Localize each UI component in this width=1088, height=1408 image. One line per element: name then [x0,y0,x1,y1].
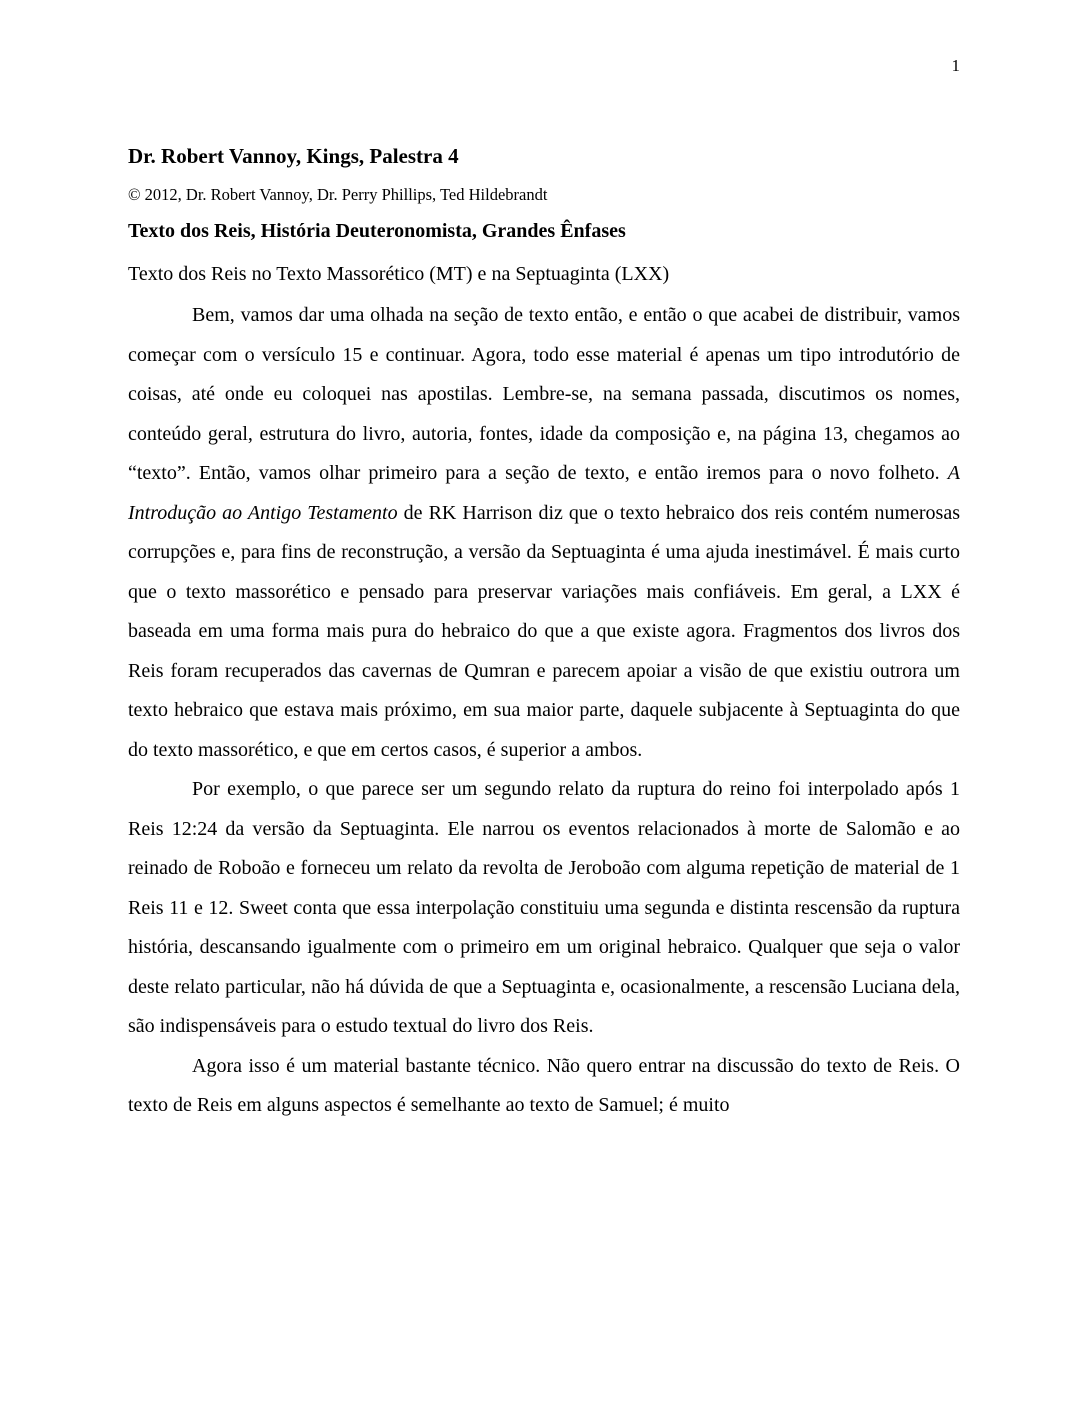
subsection-heading: Texto dos Reis no Texto Massorético (MT) e na Septuaginta (LXX) [128,263,670,285]
document-body [128,296,960,1126]
paragraph-1 [128,296,960,770]
page-number: 1 [951,56,960,75]
paragraph-2: Por exemplo, o que parece ser um segundo relato da ruptura do reino foi interpolado após 1 Reis 12:24 da versão da Septuaginta. Ele narrou os eventos relacionados à morte de Salomão e ao reinado de Roboão e forneceu um relato da revolta de Jeroboão com alguma repetição de material de 1 Reis 11 e 12. Sweet conta que essa interpolação constituiu uma segunda e distinta rescensão da ruptura história, descansando igualmente com o primeiro em um original hebraico. Qualquer que seja o valor deste relato particular, não há dúvida de que a Septuaginta e, ocasionalmente, a rescensão Luciana dela, são indispensáveis para o estudo textual do livro dos Reis. [128,778,960,1037]
copyright-line: © 2012, Dr. Robert Vannoy, Dr. Perry Phillips, Ted Hildebrandt [128,185,548,204]
book-title-italic: A Introdução ao Antigo Testamento [128,462,960,524]
section-heading: Texto dos Reis, História Deuteronomista, Grandes Ênfases [128,220,626,242]
paragraph-1-text-b: de RK Harrison diz que o texto hebraico dos reis contém numerosas corrupções e, para fins de reconstrução, a versão da Septuaginta é uma ajuda inestimável. É mais curto que o texto massorético e pensado para preservar variações mais confiáveis. Em geral, a LXX é baseada em uma forma mais pura do hebraico do que a que existe agora. Fragmentos dos livros dos Reis foram recuperados das cavernas de Qumran e parecem apoiar a visão de que existiu outrora um texto hebraico que estava mais próximo, em sua maior parte, daquele subjacente à Septuaginta do que do texto massorético, e que em certos casos, é superior a ambos. [128,501,961,761]
paragraph-3: Agora isso é um material bastante técnico. Não quero entrar na discussão do texto de Reis. O texto de Reis em alguns aspectos é semelhante ao texto de Samuel; é muito [128,1054,960,1116]
document-title: Dr. Robert Vannoy, Kings, Palestra 4 [128,144,459,168]
paragraph-1-text-a: Bem, vamos dar uma olhada na seção de texto então, e então o que acabei de distribuir, vamos começar com o versículo 15 e continuar. Agora, todo esse material é apenas um tipo introdutório de coisas, até onde eu coloquei nas apostilas. Lembre-se, na semana passada, discutimos os nomes, conteúdo geral, estrutura do livro, autoria, fontes, idade da composição e, na página 13, chegamos ao “texto”. Então, vamos olhar primeiro para a seção de texto, e então iremos para o novo folheto. [128,304,960,484]
